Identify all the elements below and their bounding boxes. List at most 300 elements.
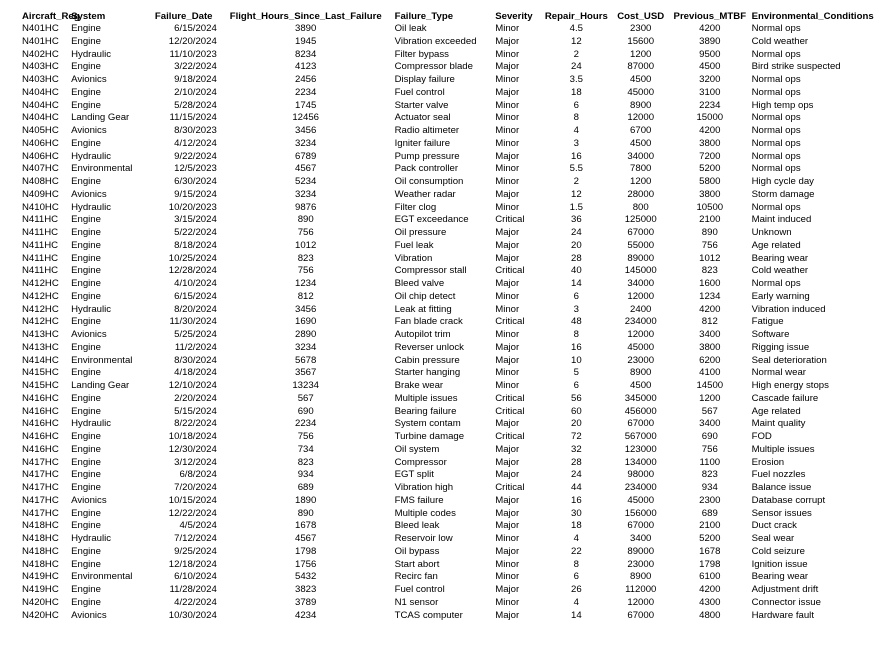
aircraft-reg-cell[interactable]: N412HC: [22, 303, 59, 315]
environmental-conditions-cell[interactable]: Normal ops: [751, 48, 801, 60]
system-cell[interactable]: Engine: [71, 35, 101, 47]
system-cell[interactable]: Engine: [71, 86, 101, 98]
repair-hours-cell[interactable]: 12: [571, 35, 582, 47]
column-header-failure-type[interactable]: Failure_Type: [394, 11, 454, 22]
flight-hours-cell[interactable]: 3890: [295, 23, 317, 34]
failure-date-cell[interactable]: 10/18/2024: [168, 431, 217, 442]
failure-date-cell[interactable]: 8/30/2024: [174, 354, 217, 366]
cost-usd-cell[interactable]: 45000: [627, 341, 655, 353]
failure-type-cell[interactable]: Weather radar: [394, 188, 456, 200]
severity-cell[interactable]: Critical: [495, 316, 525, 328]
system-cell[interactable]: Engine: [71, 443, 101, 455]
previous-mtbf-cell[interactable]: 3100: [699, 86, 721, 98]
failure-date-cell[interactable]: 6/15/2024: [174, 23, 217, 34]
flight-hours-cell[interactable]: 3234: [295, 341, 317, 353]
cost-usd-cell[interactable]: 112000: [625, 584, 657, 595]
cost-usd-cell[interactable]: 12000: [627, 329, 655, 340]
repair-hours-cell[interactable]: 20: [571, 418, 582, 430]
repair-hours-cell[interactable]: 3: [573, 303, 579, 315]
previous-mtbf-cell[interactable]: 1234: [699, 290, 721, 302]
system-cell[interactable]: Avionics: [71, 74, 107, 85]
aircraft-reg-cell[interactable]: N412HC: [22, 290, 59, 302]
failure-type-cell[interactable]: Bleed valve: [394, 278, 445, 289]
system-cell[interactable]: Environmental: [71, 163, 133, 175]
failure-type-cell[interactable]: Fan blade crack: [394, 316, 463, 328]
previous-mtbf-cell[interactable]: 3800: [699, 137, 721, 149]
system-cell[interactable]: Engine: [71, 316, 101, 328]
aircraft-reg-cell[interactable]: N412HC: [22, 316, 59, 328]
cost-usd-cell[interactable]: 45000: [627, 86, 655, 98]
repair-hours-cell[interactable]: 4: [573, 125, 579, 136]
environmental-conditions-cell[interactable]: Balance issue: [751, 482, 812, 493]
aircraft-reg-cell[interactable]: N414HC: [22, 354, 59, 366]
failure-type-cell[interactable]: Display failure: [394, 74, 455, 85]
repair-hours-cell[interactable]: 6: [573, 571, 579, 583]
repair-hours-cell[interactable]: 24: [571, 227, 582, 238]
previous-mtbf-cell[interactable]: 1798: [699, 558, 721, 570]
aircraft-reg-cell[interactable]: N415HC: [22, 367, 59, 379]
aircraft-reg-cell[interactable]: N420HC: [22, 609, 59, 621]
failure-type-cell[interactable]: Autopilot trim: [394, 329, 451, 340]
aircraft-reg-cell[interactable]: N402HC: [22, 48, 59, 60]
failure-type-cell[interactable]: Oil system: [394, 443, 440, 455]
failure-date-cell[interactable]: 5/15/2024: [174, 405, 217, 417]
cost-usd-cell[interactable]: 89000: [627, 545, 655, 557]
system-cell[interactable]: Engine: [71, 392, 101, 404]
environmental-conditions-cell[interactable]: Normal wear: [751, 367, 806, 379]
failure-date-cell[interactable]: 10/15/2024: [168, 494, 217, 506]
system-cell[interactable]: Environmental: [71, 571, 133, 583]
cost-usd-cell[interactable]: 156000: [624, 507, 657, 519]
repair-hours-cell[interactable]: 12: [571, 188, 582, 200]
aircraft-reg-cell[interactable]: N406HC: [22, 150, 59, 162]
failure-type-cell[interactable]: Reverser unlock: [394, 341, 464, 353]
environmental-conditions-cell[interactable]: Multiple issues: [751, 443, 815, 455]
failure-type-cell[interactable]: Recirc fan: [394, 571, 438, 583]
severity-cell[interactable]: Major: [495, 520, 520, 532]
failure-date-cell[interactable]: 8/22/2024: [174, 418, 217, 430]
failure-type-cell[interactable]: Radio altimeter: [394, 125, 460, 136]
failure-type-cell[interactable]: System contam: [394, 418, 461, 430]
flight-hours-cell[interactable]: 3456: [295, 125, 317, 136]
system-cell[interactable]: Avionics: [71, 125, 107, 136]
aircraft-reg-cell[interactable]: N417HC: [22, 507, 59, 519]
aircraft-reg-cell[interactable]: N404HC: [22, 99, 59, 111]
previous-mtbf-cell[interactable]: 1678: [699, 545, 721, 557]
system-cell[interactable]: Hydraulic: [71, 418, 112, 430]
failure-type-cell[interactable]: Oil consumption: [394, 176, 464, 187]
cost-usd-cell[interactable]: 98000: [627, 469, 655, 481]
previous-mtbf-cell[interactable]: 812: [701, 316, 718, 328]
cost-usd-cell[interactable]: 125000: [624, 214, 657, 226]
failure-type-cell[interactable]: Turbine damage: [394, 431, 465, 442]
environmental-conditions-cell[interactable]: Connector issue: [751, 596, 821, 608]
cost-usd-cell[interactable]: 4500: [630, 137, 652, 149]
failure-type-cell[interactable]: Fuel control: [394, 584, 445, 595]
flight-hours-cell[interactable]: 1798: [295, 545, 317, 557]
environmental-conditions-cell[interactable]: Normal ops: [751, 278, 801, 289]
flight-hours-cell[interactable]: 1678: [295, 520, 317, 532]
aircraft-reg-cell[interactable]: N411HC: [22, 239, 59, 251]
failure-date-cell[interactable]: 6/15/2024: [174, 290, 217, 302]
cost-usd-cell[interactable]: 800: [632, 201, 649, 213]
flight-hours-cell[interactable]: 823: [297, 456, 314, 468]
severity-cell[interactable]: Minor: [495, 303, 520, 315]
failure-type-cell[interactable]: Vibration high: [394, 482, 454, 493]
failure-date-cell[interactable]: 2/10/2024: [174, 86, 217, 98]
severity-cell[interactable]: Major: [495, 278, 520, 289]
repair-hours-cell[interactable]: 10: [571, 354, 582, 366]
flight-hours-cell[interactable]: 1234: [295, 278, 317, 289]
column-header-repair-hours[interactable]: Repair_Hours: [544, 11, 608, 22]
cost-usd-cell[interactable]: 134000: [624, 456, 657, 468]
repair-hours-cell[interactable]: 16: [571, 341, 582, 353]
repair-hours-cell[interactable]: 26: [571, 584, 582, 595]
environmental-conditions-cell[interactable]: Normal ops: [751, 23, 801, 34]
flight-hours-cell[interactable]: 5432: [295, 571, 317, 583]
environmental-conditions-cell[interactable]: Cascade failure: [751, 392, 819, 404]
severity-cell[interactable]: Minor: [495, 125, 520, 136]
failure-date-cell[interactable]: 3/22/2024: [174, 61, 217, 73]
cost-usd-cell[interactable]: 567000: [624, 431, 657, 442]
failure-type-cell[interactable]: Bleed leak: [394, 520, 440, 532]
environmental-conditions-cell[interactable]: High temp ops: [751, 99, 814, 111]
repair-hours-cell[interactable]: 4: [573, 533, 579, 544]
system-cell[interactable]: Engine: [71, 176, 101, 187]
previous-mtbf-cell[interactable]: 1012: [699, 252, 721, 264]
cost-usd-cell[interactable]: 28000: [627, 188, 655, 200]
flight-hours-cell[interactable]: 3456: [295, 303, 317, 315]
aircraft-reg-cell[interactable]: N411HC: [22, 265, 59, 277]
flight-hours-cell[interactable]: 3567: [295, 367, 317, 379]
severity-cell[interactable]: Minor: [495, 201, 520, 213]
system-cell[interactable]: Engine: [71, 23, 101, 34]
aircraft-reg-cell[interactable]: N417HC: [22, 469, 59, 481]
system-cell[interactable]: Engine: [71, 265, 101, 277]
failure-type-cell[interactable]: Oil leak: [394, 23, 427, 34]
repair-hours-cell[interactable]: 14: [571, 278, 582, 289]
cost-usd-cell[interactable]: 23000: [627, 558, 655, 570]
aircraft-reg-cell[interactable]: N408HC: [22, 176, 59, 187]
cost-usd-cell[interactable]: 89000: [627, 252, 655, 264]
severity-cell[interactable]: Minor: [495, 329, 520, 340]
aircraft-reg-cell[interactable]: N406HC: [22, 137, 59, 149]
severity-cell[interactable]: Major: [495, 507, 520, 519]
flight-hours-cell[interactable]: 756: [297, 265, 314, 277]
severity-cell[interactable]: Major: [495, 239, 520, 251]
environmental-conditions-cell[interactable]: Rigging issue: [751, 341, 810, 353]
aircraft-reg-cell[interactable]: N416HC: [22, 418, 59, 430]
system-cell[interactable]: Avionics: [71, 329, 107, 340]
system-cell[interactable]: Engine: [71, 367, 101, 379]
system-cell[interactable]: Engine: [71, 405, 101, 417]
failure-type-cell[interactable]: Igniter failure: [394, 137, 451, 149]
previous-mtbf-cell[interactable]: 3800: [699, 188, 721, 200]
cost-usd-cell[interactable]: 87000: [627, 61, 655, 73]
flight-hours-cell[interactable]: 3234: [295, 188, 317, 200]
flight-hours-cell[interactable]: 890: [297, 214, 314, 226]
previous-mtbf-cell[interactable]: 15000: [696, 112, 724, 124]
cost-usd-cell[interactable]: 2300: [630, 23, 652, 34]
repair-hours-cell[interactable]: 40: [571, 265, 582, 277]
previous-mtbf-cell[interactable]: 5200: [699, 163, 721, 175]
previous-mtbf-cell[interactable]: 3400: [699, 418, 721, 430]
failure-type-cell[interactable]: Fuel leak: [394, 239, 434, 251]
flight-hours-cell[interactable]: 1756: [295, 558, 317, 570]
environmental-conditions-cell[interactable]: Age related: [751, 239, 801, 251]
failure-type-cell[interactable]: N1 sensor: [394, 596, 439, 608]
column-header-flight-hours[interactable]: Flight_Hours_Since_Last_Failure: [229, 11, 382, 22]
aircraft-reg-cell[interactable]: N404HC: [22, 86, 59, 98]
system-cell[interactable]: Engine: [71, 252, 101, 264]
system-cell[interactable]: Engine: [71, 431, 101, 442]
flight-hours-cell[interactable]: 1890: [295, 494, 317, 506]
failure-date-cell[interactable]: 12/28/2024: [168, 265, 217, 277]
previous-mtbf-cell[interactable]: 6200: [699, 354, 721, 366]
cost-usd-cell[interactable]: 234000: [624, 482, 657, 493]
repair-hours-cell[interactable]: 6: [573, 99, 579, 111]
column-header-severity[interactable]: Severity: [495, 11, 533, 22]
system-cell[interactable]: Engine: [71, 456, 101, 468]
system-cell[interactable]: Engine: [71, 137, 101, 149]
aircraft-reg-cell[interactable]: N419HC: [22, 571, 59, 583]
repair-hours-cell[interactable]: 44: [571, 482, 582, 493]
cost-usd-cell[interactable]: 34000: [627, 150, 655, 162]
failure-type-cell[interactable]: TCAS computer: [394, 609, 463, 621]
repair-hours-cell[interactable]: 28: [571, 252, 582, 264]
system-cell[interactable]: Engine: [71, 227, 101, 238]
failure-type-cell[interactable]: Fuel control: [394, 86, 445, 98]
failure-date-cell[interactable]: 4/12/2024: [174, 137, 217, 149]
repair-hours-cell[interactable]: 1.5: [569, 201, 583, 213]
environmental-conditions-cell[interactable]: Software: [751, 329, 790, 340]
failure-date-cell[interactable]: 6/8/2024: [179, 469, 217, 481]
failure-type-cell[interactable]: Oil pressure: [394, 227, 447, 238]
aircraft-reg-cell[interactable]: N413HC: [22, 341, 59, 353]
failure-date-cell[interactable]: 3/12/2024: [174, 456, 217, 468]
failure-date-cell[interactable]: 12/18/2024: [168, 558, 217, 570]
failure-date-cell[interactable]: 9/22/2024: [174, 150, 217, 162]
failure-date-cell[interactable]: 5/28/2024: [174, 99, 217, 111]
repair-hours-cell[interactable]: 20: [571, 239, 582, 251]
previous-mtbf-cell[interactable]: 7200: [699, 150, 721, 162]
cost-usd-cell[interactable]: 456000: [624, 405, 657, 417]
severity-cell[interactable]: Major: [495, 418, 520, 430]
failure-date-cell[interactable]: 4/18/2024: [174, 367, 217, 379]
system-cell[interactable]: Engine: [71, 341, 101, 353]
repair-hours-cell[interactable]: 24: [571, 469, 582, 481]
flight-hours-cell[interactable]: 567: [297, 392, 314, 404]
system-cell[interactable]: Avionics: [71, 609, 107, 621]
flight-hours-cell[interactable]: 734: [297, 443, 314, 455]
failure-type-cell[interactable]: Pump pressure: [394, 150, 460, 162]
cost-usd-cell[interactable]: 3400: [630, 533, 652, 544]
aircraft-reg-cell[interactable]: N416HC: [22, 443, 59, 455]
failure-type-cell[interactable]: Actuator seal: [394, 112, 451, 124]
previous-mtbf-cell[interactable]: 4200: [699, 584, 721, 595]
failure-date-cell[interactable]: 11/15/2024: [169, 112, 217, 124]
repair-hours-cell[interactable]: 3: [573, 137, 579, 149]
failure-date-cell[interactable]: 5/25/2024: [174, 329, 217, 340]
failure-date-cell[interactable]: 11/28/2024: [169, 584, 217, 595]
flight-hours-cell[interactable]: 4123: [295, 61, 317, 73]
system-cell[interactable]: Engine: [71, 214, 101, 226]
system-cell[interactable]: Engine: [71, 520, 101, 532]
aircraft-reg-cell[interactable]: N419HC: [22, 584, 59, 595]
failure-type-cell[interactable]: Vibration: [394, 252, 433, 264]
failure-type-cell[interactable]: Bearing failure: [394, 405, 457, 417]
environmental-conditions-cell[interactable]: Bird strike suspected: [751, 61, 841, 73]
cost-usd-cell[interactable]: 23000: [627, 354, 655, 366]
aircraft-reg-cell[interactable]: N416HC: [22, 431, 59, 442]
aircraft-reg-cell[interactable]: N411HC: [22, 227, 59, 238]
aircraft-reg-cell[interactable]: N412HC: [22, 278, 59, 289]
previous-mtbf-cell[interactable]: 890: [701, 227, 718, 238]
repair-hours-cell[interactable]: 48: [571, 316, 582, 328]
failure-date-cell[interactable]: 11/10/2023: [169, 48, 217, 60]
environmental-conditions-cell[interactable]: Fuel nozzles: [751, 469, 806, 481]
previous-mtbf-cell[interactable]: 1200: [699, 392, 721, 404]
environmental-conditions-cell[interactable]: FOD: [751, 431, 772, 442]
flight-hours-cell[interactable]: 1012: [295, 239, 317, 251]
failure-type-cell[interactable]: Oil chip detect: [394, 290, 456, 302]
repair-hours-cell[interactable]: 16: [571, 494, 582, 506]
severity-cell[interactable]: Major: [495, 354, 520, 366]
previous-mtbf-cell[interactable]: 567: [701, 405, 718, 417]
column-header-failure-date[interactable]: Failure_Date: [154, 11, 213, 22]
system-cell[interactable]: Hydraulic: [71, 533, 112, 544]
flight-hours-cell[interactable]: 756: [297, 227, 314, 238]
aircraft-reg-cell[interactable]: N411HC: [22, 214, 59, 226]
failure-date-cell[interactable]: 12/20/2024: [168, 35, 217, 47]
system-cell[interactable]: Engine: [71, 507, 101, 519]
cost-usd-cell[interactable]: 6700: [630, 125, 652, 136]
system-cell[interactable]: Hydraulic: [71, 48, 112, 60]
flight-hours-cell[interactable]: 4567: [295, 163, 317, 175]
failure-type-cell[interactable]: EGT split: [394, 469, 434, 481]
flight-hours-cell[interactable]: 2456: [295, 74, 317, 85]
environmental-conditions-cell[interactable]: Normal ops: [751, 112, 801, 124]
flight-hours-cell[interactable]: 934: [297, 469, 314, 481]
previous-mtbf-cell[interactable]: 5800: [699, 176, 721, 187]
environmental-conditions-cell[interactable]: Erosion: [751, 456, 785, 468]
flight-hours-cell[interactable]: 6789: [295, 150, 317, 162]
flight-hours-cell[interactable]: 2234: [295, 86, 317, 98]
cost-usd-cell[interactable]: 123000: [624, 443, 657, 455]
cost-usd-cell[interactable]: 55000: [627, 239, 655, 251]
flight-hours-cell[interactable]: 690: [297, 405, 314, 417]
repair-hours-cell[interactable]: 24: [571, 61, 582, 73]
environmental-conditions-cell[interactable]: Unknown: [751, 227, 792, 238]
column-header-aircraft-reg[interactable]: Aircraft_Reg: [22, 11, 80, 22]
severity-cell[interactable]: Critical: [495, 431, 525, 442]
system-cell[interactable]: Engine: [71, 584, 101, 595]
cost-usd-cell[interactable]: 234000: [624, 316, 657, 328]
repair-hours-cell[interactable]: 2: [573, 176, 579, 187]
flight-hours-cell[interactable]: 1945: [295, 35, 317, 47]
severity-cell[interactable]: Major: [495, 188, 520, 200]
flight-hours-cell[interactable]: 2890: [295, 329, 317, 340]
repair-hours-cell[interactable]: 72: [571, 431, 582, 442]
severity-cell[interactable]: Minor: [495, 163, 520, 175]
flight-hours-cell[interactable]: 5678: [295, 354, 317, 366]
flight-hours-cell[interactable]: 812: [297, 290, 314, 302]
system-cell[interactable]: Engine: [71, 239, 101, 251]
severity-cell[interactable]: Major: [495, 150, 520, 162]
flight-hours-cell[interactable]: 3823: [295, 584, 317, 595]
aircraft-reg-cell[interactable]: N416HC: [22, 405, 59, 417]
previous-mtbf-cell[interactable]: 5200: [699, 533, 721, 544]
environmental-conditions-cell[interactable]: Bearing wear: [751, 252, 809, 264]
severity-cell[interactable]: Critical: [495, 405, 525, 417]
failure-date-cell[interactable]: 5/22/2024: [174, 227, 217, 238]
cost-usd-cell[interactable]: 4500: [630, 380, 652, 391]
repair-hours-cell[interactable]: 8: [573, 558, 579, 570]
severity-cell[interactable]: Major: [495, 456, 520, 468]
environmental-conditions-cell[interactable]: Normal ops: [751, 163, 801, 175]
failure-type-cell[interactable]: Brake wear: [394, 380, 444, 391]
repair-hours-cell[interactable]: 6: [573, 380, 579, 391]
failure-type-cell[interactable]: Compressor: [394, 456, 447, 468]
flight-hours-cell[interactable]: 4567: [295, 533, 317, 544]
aircraft-reg-cell[interactable]: N418HC: [22, 520, 59, 532]
failure-type-cell[interactable]: Oil bypass: [394, 545, 440, 557]
failure-date-cell[interactable]: 12/10/2024: [168, 380, 217, 391]
flight-hours-cell[interactable]: 3234: [295, 137, 317, 149]
environmental-conditions-cell[interactable]: Early warning: [751, 290, 810, 302]
cost-usd-cell[interactable]: 1200: [630, 176, 652, 187]
failure-type-cell[interactable]: Compressor blade: [394, 61, 473, 73]
severity-cell[interactable]: Major: [495, 341, 520, 353]
environmental-conditions-cell[interactable]: Maint induced: [751, 214, 812, 226]
severity-cell[interactable]: Minor: [495, 23, 520, 34]
column-header-cost-usd[interactable]: Cost_USD: [617, 11, 665, 22]
failure-date-cell[interactable]: 10/20/2023: [168, 201, 217, 213]
cost-usd-cell[interactable]: 67000: [627, 227, 655, 238]
cost-usd-cell[interactable]: 12000: [627, 290, 655, 302]
severity-cell[interactable]: Major: [495, 443, 520, 455]
flight-hours-cell[interactable]: 12456: [292, 112, 320, 124]
flight-hours-cell[interactable]: 13234: [292, 380, 320, 391]
severity-cell[interactable]: Minor: [495, 290, 520, 302]
severity-cell[interactable]: Critical: [495, 265, 525, 277]
severity-cell[interactable]: Minor: [495, 571, 520, 583]
flight-hours-cell[interactable]: 5234: [295, 176, 317, 187]
system-cell[interactable]: Hydraulic: [71, 303, 112, 315]
environmental-conditions-cell[interactable]: Normal ops: [751, 125, 801, 136]
cost-usd-cell[interactable]: 67000: [627, 520, 655, 532]
failure-date-cell[interactable]: 10/30/2024: [168, 609, 217, 621]
cost-usd-cell[interactable]: 15600: [627, 35, 655, 47]
column-header-previous-mtbf[interactable]: Previous_MTBF: [673, 11, 747, 22]
previous-mtbf-cell[interactable]: 2100: [699, 214, 721, 226]
flight-hours-cell[interactable]: 8234: [295, 48, 317, 60]
failure-date-cell[interactable]: 7/20/2024: [174, 482, 217, 493]
environmental-conditions-cell[interactable]: Sensor issues: [751, 507, 812, 519]
previous-mtbf-cell[interactable]: 4200: [699, 125, 721, 136]
system-cell[interactable]: Avionics: [71, 494, 107, 506]
aircraft-reg-cell[interactable]: N410HC: [22, 201, 59, 213]
failure-type-cell[interactable]: Starter valve: [394, 99, 449, 111]
severity-cell[interactable]: Major: [495, 584, 520, 595]
failure-date-cell[interactable]: 12/30/2024: [168, 443, 217, 455]
severity-cell[interactable]: Minor: [495, 74, 520, 85]
system-cell[interactable]: Environmental: [71, 354, 133, 366]
system-cell[interactable]: Hydraulic: [71, 150, 112, 162]
failure-date-cell[interactable]: 6/30/2024: [174, 176, 217, 187]
environmental-conditions-cell[interactable]: Adjustment drift: [751, 584, 819, 595]
aircraft-reg-cell[interactable]: N411HC: [22, 252, 59, 264]
